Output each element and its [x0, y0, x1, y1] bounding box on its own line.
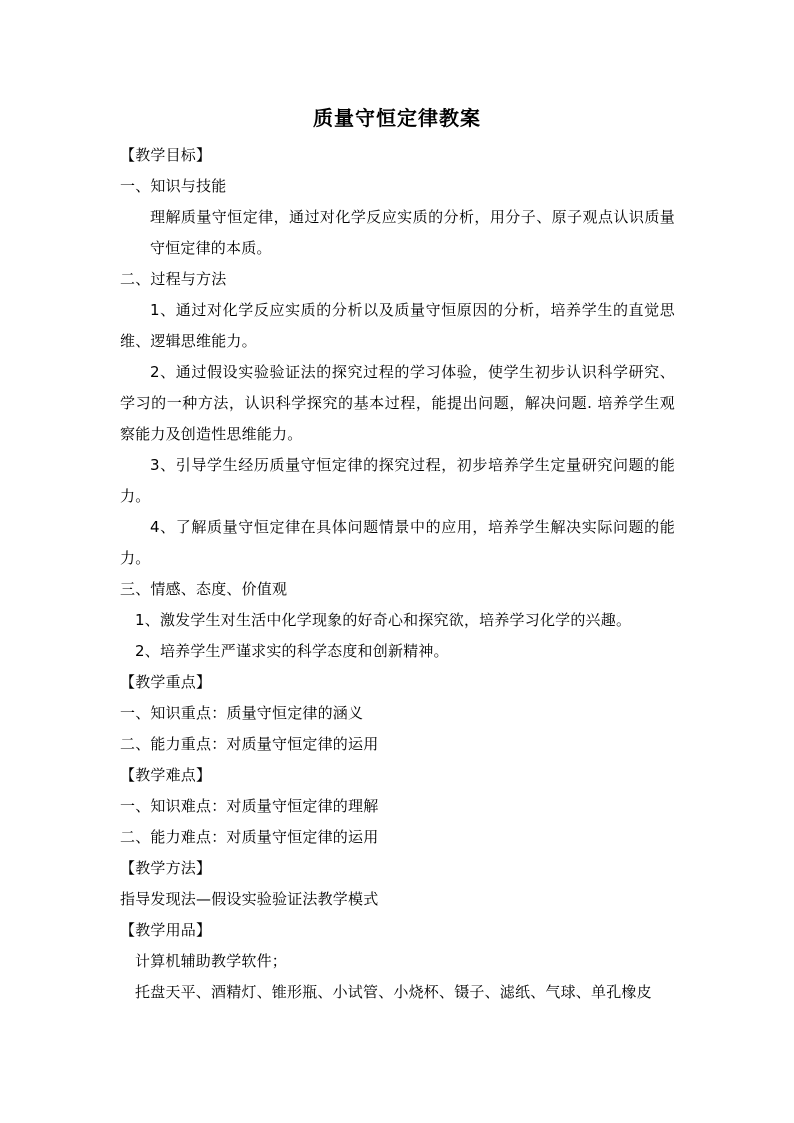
section-heading-objectives: 【教学目标】	[120, 146, 212, 164]
method-description: 指导发现法—假设实验验证法教学模式	[120, 890, 379, 908]
materials-equipment: 托盘天平、酒精灯、锥形瓶、小试管、小烧杯、镊子、滤纸、气球、单孔橡皮	[135, 983, 652, 1001]
document-title: 质量守恒定律教案	[313, 106, 481, 130]
key-point-knowledge: 一、知识重点：质量守恒定律的涵义	[120, 704, 364, 722]
difficulty-ability: 二、能力难点：对质量守恒定律的运用	[120, 828, 379, 846]
paragraph-emotion-2: 2、培养学生严谨求实的科学态度和创新精神。	[135, 642, 449, 660]
subheading-emotion-attitude: 三、情感、态度、价值观	[120, 580, 288, 598]
section-heading-materials: 【教学用品】	[120, 921, 212, 939]
paragraph-process-1: 1、通过对化学反应实质的分析以及质量守恒原因的分析，培养学生的直觉思维、逻辑思维能力。	[120, 301, 675, 350]
paragraph-knowledge: 理解质量守恒定律，通过对化学反应实质的分析，用分子、原子观点认识质量守恒定律的本质。	[150, 208, 675, 257]
subheading-process-method: 二、过程与方法	[120, 270, 227, 288]
key-point-ability: 二、能力重点：对质量守恒定律的运用	[120, 735, 379, 753]
paragraph-process-3: 3、引导学生经历质量守恒定律的探究过程，初步培养学生定量研究问题的能力。	[120, 456, 675, 505]
subheading-knowledge-skills: 一、知识与技能	[120, 177, 227, 195]
section-heading-methods: 【教学方法】	[120, 859, 212, 877]
document-body	[120, 140, 675, 1008]
difficulty-knowledge: 一、知识难点：对质量守恒定律的理解	[120, 797, 379, 815]
paragraph-process-2: 2、通过假设实验验证法的探究过程的学习体验，使学生初步认识科学研究、学习的一种方法，认识科学探究的基本过程，能提出问题，解决问题. 培养学生观察能力及创造性思维能力。	[120, 363, 675, 443]
paragraph-emotion-1: 1、激发学生对生活中化学现象的好奇心和探究欲，培养学习化学的兴趣。	[135, 611, 632, 629]
paragraph-process-4: 4、了解质量守恒定律在具体问题情景中的应用，培养学生解决实际问题的能力。	[120, 518, 675, 567]
section-heading-key-points: 【教学重点】	[120, 673, 212, 691]
materials-software: 计算机辅助教学软件；	[135, 952, 288, 970]
section-heading-difficulties: 【教学难点】	[120, 766, 212, 784]
